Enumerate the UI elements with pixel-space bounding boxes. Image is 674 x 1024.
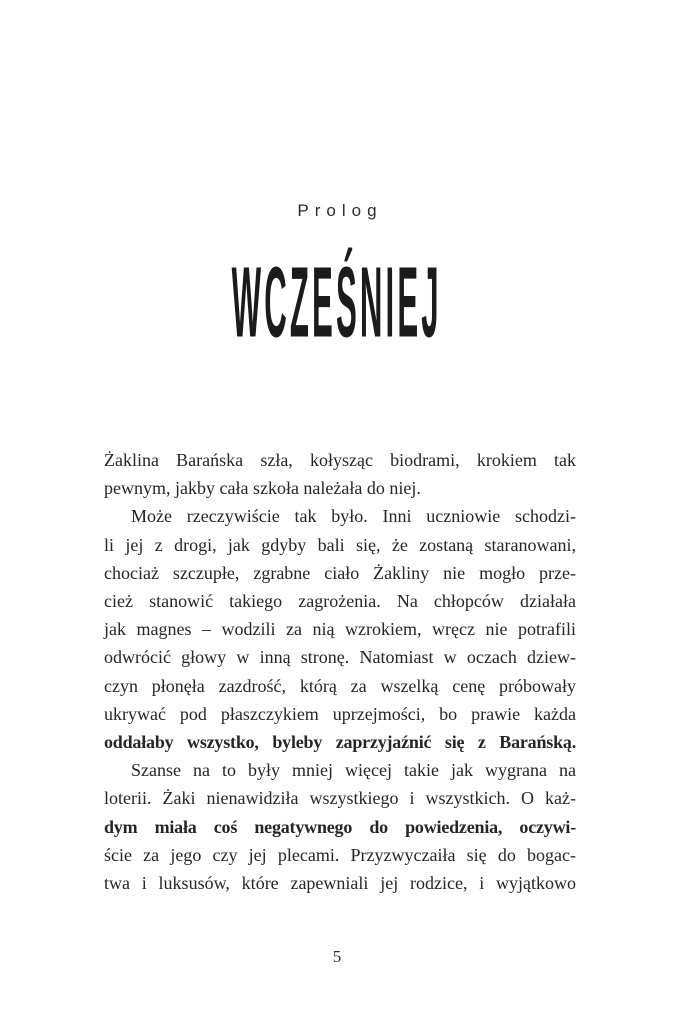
- body-text: [104, 446, 576, 897]
- text-line: pewnym, jakby cała szkoła należała do niej.: [104, 478, 421, 499]
- text-line: twa i luksusów, które zapewniali jej rodzice, i wyjątkowo: [104, 873, 576, 894]
- section-kicker: Prolog: [297, 201, 383, 220]
- text-line: Żaklina Barańska szła, kołysząc biodrami, krokiem tak: [104, 450, 576, 470]
- text-line: czyn płonęła zazdrość, którą za wszelką cenę próbowały: [104, 675, 576, 696]
- page-number: 5: [332, 947, 342, 966]
- text-line: odwrócić głowy w inną stronę. Natomiast w oczach dziew-: [104, 647, 576, 668]
- folio-row: [0, 947, 674, 967]
- text-line: jak magnes – wodzili za nią wzrokiem, wręcz nie potrafili: [104, 619, 576, 640]
- text-line: Może rzeczywiście tak było. Inni uczniowie schodzi-: [131, 506, 576, 527]
- text-line: cież stanowić takiego zagrożenia. Na chłopców działała: [104, 591, 576, 612]
- text-line: ście za jego czy jej plecami. Przyzwyczaiła się do bogac-: [104, 844, 576, 865]
- text-line-emphasis: dym miała coś negatywnego do powiedzenia, oczywi-: [104, 816, 576, 837]
- text-line: ukrywać pod płaszczykiem uprzejmości, bo prawie każda: [104, 703, 576, 724]
- chapter-title: WCZEŚNIEJ: [231, 249, 443, 359]
- kicker-row: [0, 201, 674, 221]
- text-line-emphasis: oddałaby wszystko, byleby zaprzyjaźnić się z Barańską.: [104, 732, 576, 753]
- text-line: Szanse na to były mniej więcej takie jak wygrana na: [131, 760, 576, 781]
- text-line: li jej z drogi, jak gdyby bali się, że zostaną staranowani,: [104, 534, 576, 555]
- title-row: [0, 249, 674, 359]
- text-line: loterii. Żaki nienawidziła wszystkiego i wszystkich. O każ-: [104, 788, 576, 809]
- text-line: chociaż szczupłe, zgrabne ciało Żakliny nie mogło prze-: [104, 562, 576, 583]
